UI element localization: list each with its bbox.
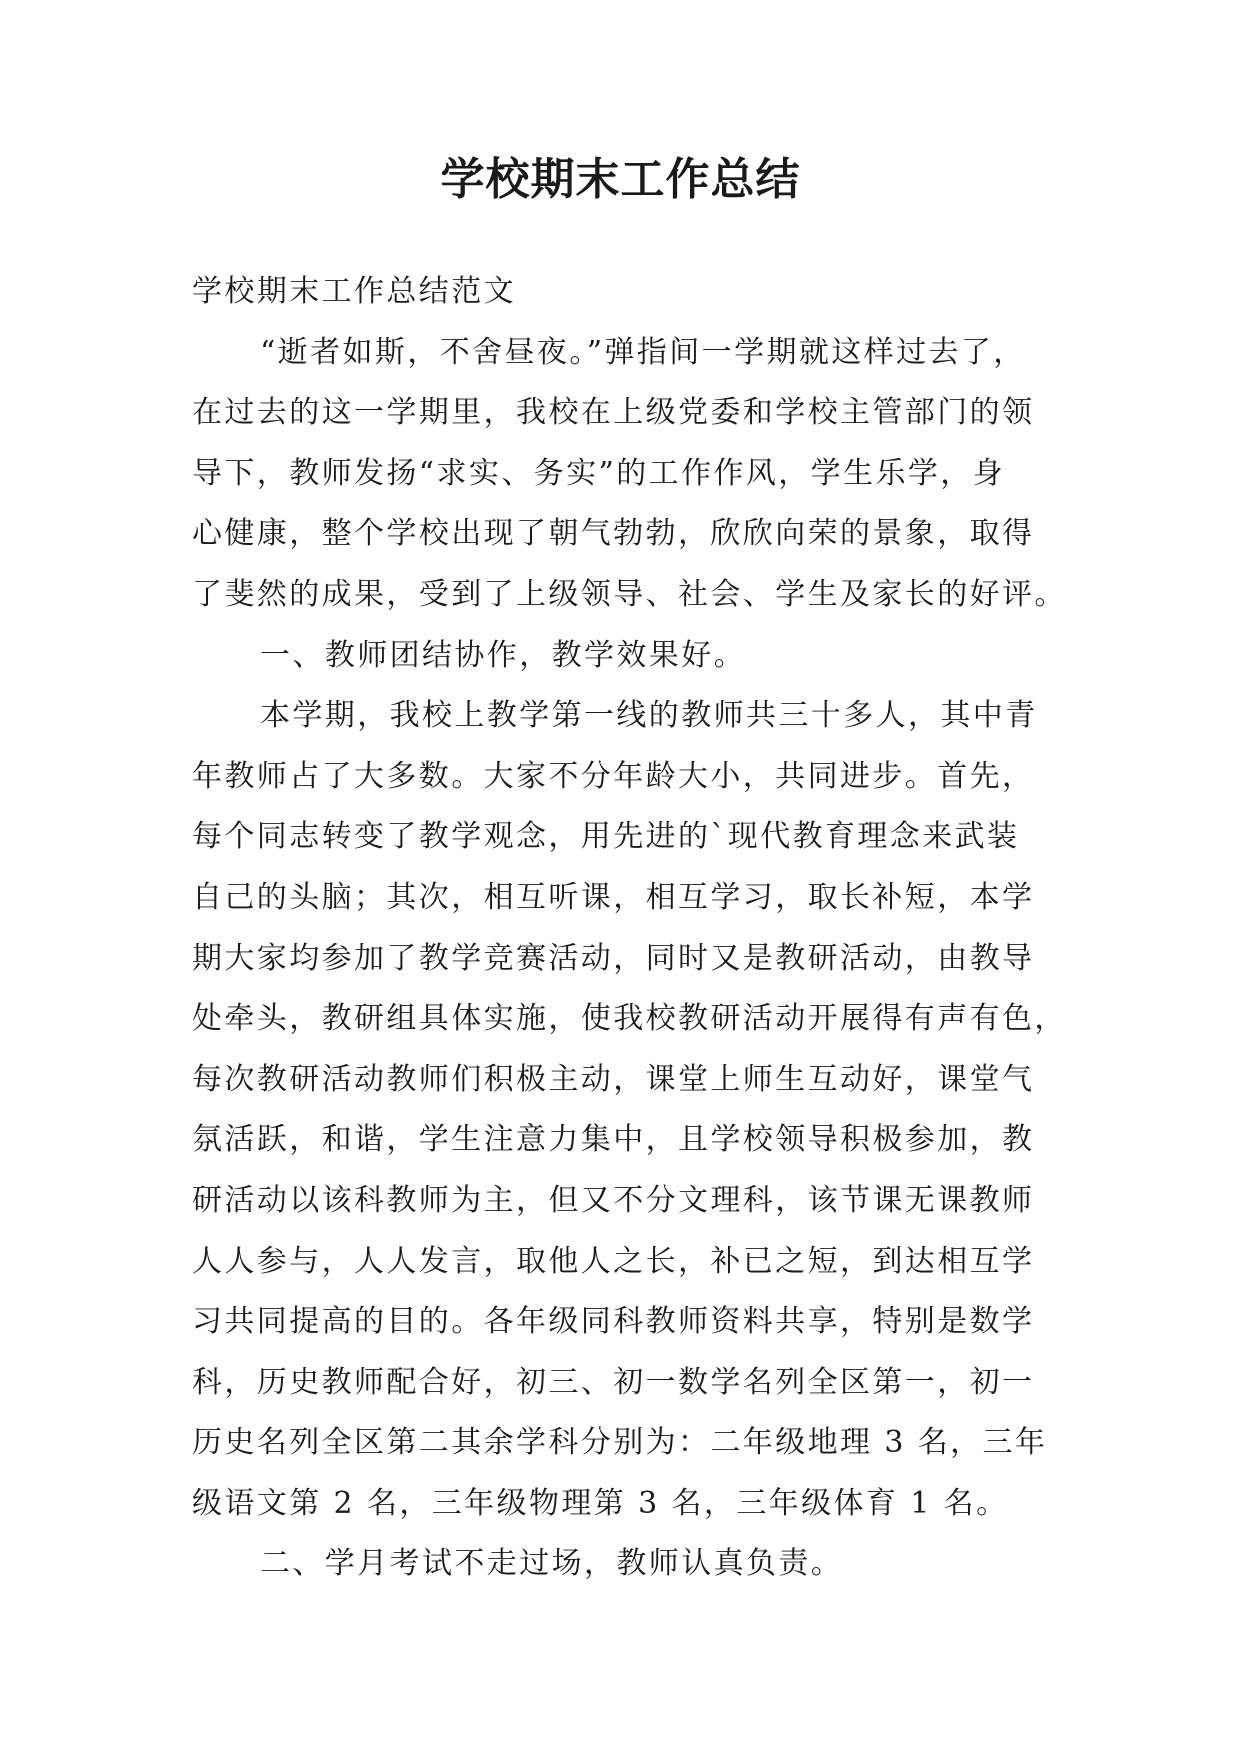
section-heading: 二、学月考试不走过场，教师认真负责。 bbox=[260, 1546, 844, 1582]
text-line: 自己的头脑；其次，相互听课，相互学习，取长补短，本学 bbox=[192, 879, 1035, 915]
section-heading: 一、教师团结协作，教学效果好。 bbox=[260, 637, 746, 673]
text-line: 了斐然的成果，受到了上级领导、社会、学生及家长的好评。 bbox=[192, 576, 1067, 612]
text-line: 年教师占了大多数。大家不分年龄大小，共同进步。首先， bbox=[192, 758, 1035, 794]
text-line: 心健康，整个学校出现了朝气勃勃，欣欣向荣的景象，取得 bbox=[192, 516, 1035, 552]
text-line: 处牵头，教研组具体实施，使我校教研活动开展得有声有色， bbox=[192, 1001, 1067, 1037]
text-line: 人人参与，人人发言，取他人之长，补已之短，到达相互学 bbox=[192, 1243, 1035, 1279]
text-line: 习共同提高的目的。各年级同科教师资料共享，特别是数学 bbox=[192, 1304, 1035, 1340]
text-line: 科，历史教师配合好，初三、初一数学名列全区第一，初一 bbox=[192, 1364, 1035, 1400]
text-line: “逝者如斯，不舍昼夜。”弹指间一学期就这样过去了， bbox=[260, 334, 1026, 370]
text-line: 级语文第 2 名，三年级物理第 3 名，三年级体育 1 名。 bbox=[192, 1485, 1009, 1521]
text-line: 学校期末工作总结范文 bbox=[192, 274, 516, 309]
text-line: 在过去的这一学期里，我校在上级党委和学校主管部门的领 bbox=[192, 395, 1035, 431]
text-line: 研活动以该科教师为主，但又不分文理科，该节课无课教师 bbox=[192, 1182, 1035, 1218]
text-line: 历史名列全区第二其余学科分别为：二年级地理 3 名，三年 bbox=[192, 1425, 1048, 1461]
document-title: 学校期末工作总结 bbox=[440, 154, 801, 205]
text-line: 每个同志转变了教学观念，用先进的`现代教育理念来武装 bbox=[192, 819, 1020, 855]
text-line: 导下，教师发扬“求实、务实”的工作作风，学生乐学，身 bbox=[192, 455, 1006, 491]
document-body bbox=[192, 262, 1072, 1595]
text-line: 每次教研活动教师们积极主动，课堂上师生互动好，课堂气 bbox=[192, 1061, 1035, 1097]
text-line: 本学期，我校上教学第一线的教师共三十多人，其中青 bbox=[260, 698, 1038, 734]
text-line: 氛活跃，和谐，学生注意力集中，且学校领导积极参加，教 bbox=[192, 1122, 1035, 1158]
text-line: 期大家均参加了教学竞赛活动，同时又是教研活动，由教导 bbox=[192, 940, 1035, 976]
